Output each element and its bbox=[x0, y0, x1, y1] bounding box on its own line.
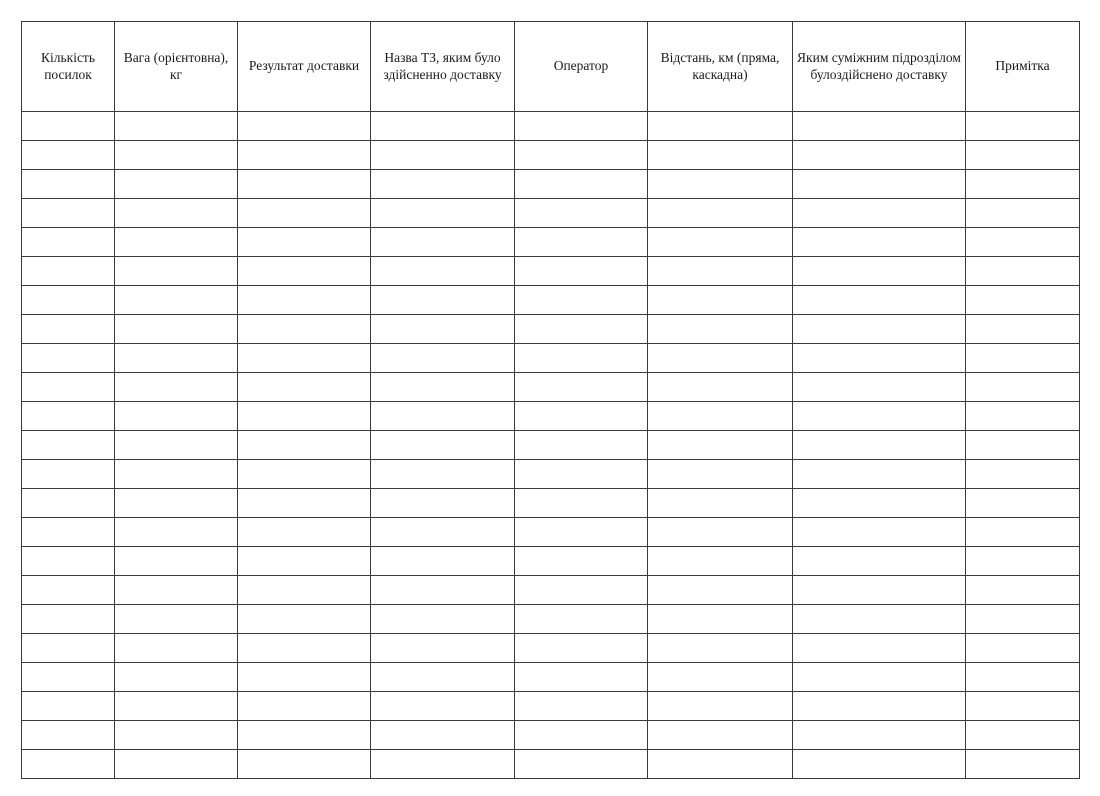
column-header-vehicle-name: Назва ТЗ, яким було здійсненно доставку bbox=[371, 22, 515, 112]
table-cell-weight[interactable] bbox=[115, 286, 238, 315]
table-cell-operator[interactable] bbox=[515, 112, 648, 141]
table-cell-result[interactable] bbox=[238, 605, 371, 634]
table-cell-operator[interactable] bbox=[515, 518, 648, 547]
table-cell-vehicle[interactable] bbox=[371, 170, 515, 199]
table-row bbox=[22, 750, 1080, 779]
table-cell-result[interactable] bbox=[238, 228, 371, 257]
table-cell-unit[interactable] bbox=[793, 605, 966, 634]
table-cell-note[interactable] bbox=[966, 315, 1080, 344]
table-cell-operator[interactable] bbox=[515, 547, 648, 576]
table-cell-result[interactable] bbox=[238, 692, 371, 721]
table-cell-weight[interactable] bbox=[115, 402, 238, 431]
table-cell-count[interactable] bbox=[22, 170, 115, 199]
table-cell-vehicle[interactable] bbox=[371, 315, 515, 344]
table-cell-vehicle[interactable] bbox=[371, 547, 515, 576]
table-cell-vehicle[interactable] bbox=[371, 141, 515, 170]
table-cell-unit[interactable] bbox=[793, 692, 966, 721]
table-cell-vehicle[interactable] bbox=[371, 402, 515, 431]
table-cell-distance[interactable] bbox=[648, 431, 793, 460]
table-cell-note[interactable] bbox=[966, 605, 1080, 634]
table-cell-operator[interactable] bbox=[515, 141, 648, 170]
column-header-distance: Відстань, км (пряма, каскадна) bbox=[648, 22, 793, 112]
table-cell-unit[interactable] bbox=[793, 373, 966, 402]
table-cell-count[interactable] bbox=[22, 489, 115, 518]
table-cell-unit[interactable] bbox=[793, 112, 966, 141]
table-cell-weight[interactable] bbox=[115, 199, 238, 228]
table-cell-count[interactable] bbox=[22, 605, 115, 634]
table-cell-count[interactable] bbox=[22, 199, 115, 228]
table-cell-note[interactable] bbox=[966, 750, 1080, 779]
table-cell-result[interactable] bbox=[238, 634, 371, 663]
table-cell-result[interactable] bbox=[238, 547, 371, 576]
table-cell-distance[interactable] bbox=[648, 344, 793, 373]
table-cell-count[interactable] bbox=[22, 373, 115, 402]
table-cell-unit[interactable] bbox=[793, 402, 966, 431]
table-cell-count[interactable] bbox=[22, 141, 115, 170]
table-cell-note[interactable] bbox=[966, 431, 1080, 460]
table-cell-weight[interactable] bbox=[115, 112, 238, 141]
table-cell-count[interactable] bbox=[22, 315, 115, 344]
table-cell-vehicle[interactable] bbox=[371, 518, 515, 547]
table-cell-distance[interactable] bbox=[648, 460, 793, 489]
table-cell-count[interactable] bbox=[22, 286, 115, 315]
table-cell-result[interactable] bbox=[238, 460, 371, 489]
table-cell-note[interactable] bbox=[966, 141, 1080, 170]
table-cell-vehicle[interactable] bbox=[371, 286, 515, 315]
table-cell-note[interactable] bbox=[966, 402, 1080, 431]
table-cell-result[interactable] bbox=[238, 518, 371, 547]
table-cell-count[interactable] bbox=[22, 547, 115, 576]
table-cell-weight[interactable] bbox=[115, 721, 238, 750]
table-cell-distance[interactable] bbox=[648, 576, 793, 605]
table-cell-result[interactable] bbox=[238, 141, 371, 170]
table-cell-weight[interactable] bbox=[115, 634, 238, 663]
table-cell-distance[interactable] bbox=[648, 112, 793, 141]
table-cell-count[interactable] bbox=[22, 344, 115, 373]
table-cell-count[interactable] bbox=[22, 634, 115, 663]
table-cell-operator[interactable] bbox=[515, 170, 648, 199]
table-body bbox=[22, 112, 1080, 779]
column-header-weight: Вага (орієнтовна), кг bbox=[115, 22, 238, 112]
table-row bbox=[22, 141, 1080, 170]
table-row bbox=[22, 344, 1080, 373]
table-row bbox=[22, 112, 1080, 141]
table-cell-count[interactable] bbox=[22, 112, 115, 141]
table-cell-weight[interactable] bbox=[115, 431, 238, 460]
table-cell-unit[interactable] bbox=[793, 634, 966, 663]
table-cell-vehicle[interactable] bbox=[371, 750, 515, 779]
table-cell-distance[interactable] bbox=[648, 750, 793, 779]
table-cell-unit[interactable] bbox=[793, 721, 966, 750]
table-row bbox=[22, 257, 1080, 286]
table-cell-note[interactable] bbox=[966, 460, 1080, 489]
table-row bbox=[22, 605, 1080, 634]
table-cell-operator[interactable] bbox=[515, 663, 648, 692]
table-cell-note[interactable] bbox=[966, 170, 1080, 199]
table-cell-weight[interactable] bbox=[115, 170, 238, 199]
table-cell-unit[interactable] bbox=[793, 663, 966, 692]
table-cell-vehicle[interactable] bbox=[371, 344, 515, 373]
table-cell-unit[interactable] bbox=[793, 228, 966, 257]
table-cell-result[interactable] bbox=[238, 112, 371, 141]
table-cell-operator[interactable] bbox=[515, 402, 648, 431]
table-cell-operator[interactable] bbox=[515, 199, 648, 228]
table-cell-unit[interactable] bbox=[793, 199, 966, 228]
table-cell-count[interactable] bbox=[22, 518, 115, 547]
table-cell-note[interactable] bbox=[966, 547, 1080, 576]
column-header-adjacent-unit: Яким суміжним підрозділом булоздійснено доставку bbox=[793, 22, 966, 112]
table-row bbox=[22, 431, 1080, 460]
table-cell-weight[interactable] bbox=[115, 576, 238, 605]
table-cell-distance[interactable] bbox=[648, 141, 793, 170]
table-row bbox=[22, 286, 1080, 315]
table-cell-weight[interactable] bbox=[115, 228, 238, 257]
table-cell-distance[interactable] bbox=[648, 489, 793, 518]
table-cell-note[interactable] bbox=[966, 257, 1080, 286]
table-cell-result[interactable] bbox=[238, 489, 371, 518]
table-row bbox=[22, 576, 1080, 605]
table-cell-operator[interactable] bbox=[515, 228, 648, 257]
table-cell-note[interactable] bbox=[966, 344, 1080, 373]
table-cell-operator[interactable] bbox=[515, 257, 648, 286]
table-cell-result[interactable] bbox=[238, 576, 371, 605]
table-cell-vehicle[interactable] bbox=[371, 634, 515, 663]
table-cell-unit[interactable] bbox=[793, 344, 966, 373]
table-cell-distance[interactable] bbox=[648, 518, 793, 547]
table-cell-operator[interactable] bbox=[515, 634, 648, 663]
table-cell-vehicle[interactable] bbox=[371, 692, 515, 721]
table-row bbox=[22, 634, 1080, 663]
table-cell-weight[interactable] bbox=[115, 692, 238, 721]
table-cell-weight[interactable] bbox=[115, 141, 238, 170]
table-row bbox=[22, 518, 1080, 547]
table-cell-weight[interactable] bbox=[115, 373, 238, 402]
table-cell-weight[interactable] bbox=[115, 460, 238, 489]
table-cell-note[interactable] bbox=[966, 634, 1080, 663]
table-cell-operator[interactable] bbox=[515, 489, 648, 518]
table-cell-unit[interactable] bbox=[793, 489, 966, 518]
table-cell-weight[interactable] bbox=[115, 257, 238, 286]
table-row bbox=[22, 460, 1080, 489]
table-cell-operator[interactable] bbox=[515, 605, 648, 634]
table-cell-vehicle[interactable] bbox=[371, 489, 515, 518]
table-cell-unit[interactable] bbox=[793, 576, 966, 605]
table-cell-vehicle[interactable] bbox=[371, 112, 515, 141]
table-cell-vehicle[interactable] bbox=[371, 431, 515, 460]
table-cell-distance[interactable] bbox=[648, 692, 793, 721]
table-cell-vehicle[interactable] bbox=[371, 373, 515, 402]
table-cell-unit[interactable] bbox=[793, 547, 966, 576]
table-cell-weight[interactable] bbox=[115, 518, 238, 547]
table-row bbox=[22, 547, 1080, 576]
table-cell-unit[interactable] bbox=[793, 460, 966, 489]
table-cell-count[interactable] bbox=[22, 431, 115, 460]
table-cell-distance[interactable] bbox=[648, 373, 793, 402]
table-cell-vehicle[interactable] bbox=[371, 460, 515, 489]
table-cell-distance[interactable] bbox=[648, 721, 793, 750]
table-cell-unit[interactable] bbox=[793, 257, 966, 286]
table-cell-note[interactable] bbox=[966, 112, 1080, 141]
table-cell-result[interactable] bbox=[238, 286, 371, 315]
table-cell-distance[interactable] bbox=[648, 170, 793, 199]
table-cell-note[interactable] bbox=[966, 721, 1080, 750]
table-cell-unit[interactable] bbox=[793, 286, 966, 315]
table-cell-distance[interactable] bbox=[648, 634, 793, 663]
table-cell-result[interactable] bbox=[238, 402, 371, 431]
table-cell-result[interactable] bbox=[238, 663, 371, 692]
table-row bbox=[22, 228, 1080, 257]
table-cell-count[interactable] bbox=[22, 721, 115, 750]
table-cell-distance[interactable] bbox=[648, 199, 793, 228]
table-cell-result[interactable] bbox=[238, 170, 371, 199]
table-cell-count[interactable] bbox=[22, 402, 115, 431]
table-cell-vehicle[interactable] bbox=[371, 721, 515, 750]
table-cell-unit[interactable] bbox=[793, 518, 966, 547]
table-cell-operator[interactable] bbox=[515, 373, 648, 402]
table-cell-distance[interactable] bbox=[648, 605, 793, 634]
table-row bbox=[22, 315, 1080, 344]
table-cell-weight[interactable] bbox=[115, 547, 238, 576]
table-cell-distance[interactable] bbox=[648, 315, 793, 344]
table-row bbox=[22, 692, 1080, 721]
table-cell-unit[interactable] bbox=[793, 170, 966, 199]
delivery-log-table bbox=[21, 21, 1080, 779]
table-cell-note[interactable] bbox=[966, 228, 1080, 257]
table-cell-count[interactable] bbox=[22, 460, 115, 489]
table-cell-result[interactable] bbox=[238, 315, 371, 344]
table-cell-count[interactable] bbox=[22, 663, 115, 692]
table-cell-distance[interactable] bbox=[648, 547, 793, 576]
table-cell-note[interactable] bbox=[966, 489, 1080, 518]
table-cell-distance[interactable] bbox=[648, 257, 793, 286]
column-header-parcel-count: Кількість посилок bbox=[22, 22, 115, 112]
table-cell-count[interactable] bbox=[22, 576, 115, 605]
table-row bbox=[22, 663, 1080, 692]
header-row bbox=[22, 22, 1080, 112]
table-cell-weight[interactable] bbox=[115, 344, 238, 373]
table-cell-unit[interactable] bbox=[793, 431, 966, 460]
delivery-log-sheet bbox=[21, 21, 1079, 775]
table-cell-operator[interactable] bbox=[515, 692, 648, 721]
table-cell-vehicle[interactable] bbox=[371, 199, 515, 228]
column-header-operator: Оператор bbox=[515, 22, 648, 112]
table-cell-count[interactable] bbox=[22, 257, 115, 286]
table-cell-result[interactable] bbox=[238, 431, 371, 460]
table-cell-operator[interactable] bbox=[515, 460, 648, 489]
table-cell-unit[interactable] bbox=[793, 141, 966, 170]
table-row bbox=[22, 199, 1080, 228]
table-cell-weight[interactable] bbox=[115, 489, 238, 518]
table-cell-distance[interactable] bbox=[648, 402, 793, 431]
table-cell-weight[interactable] bbox=[115, 663, 238, 692]
table-cell-count[interactable] bbox=[22, 750, 115, 779]
table-cell-vehicle[interactable] bbox=[371, 257, 515, 286]
table-cell-weight[interactable] bbox=[115, 750, 238, 779]
table-cell-operator[interactable] bbox=[515, 576, 648, 605]
table-cell-weight[interactable] bbox=[115, 315, 238, 344]
table-cell-unit[interactable] bbox=[793, 315, 966, 344]
table-cell-note[interactable] bbox=[966, 576, 1080, 605]
table-cell-count[interactable] bbox=[22, 692, 115, 721]
column-header-note: Примітка bbox=[966, 22, 1080, 112]
table-cell-distance[interactable] bbox=[648, 663, 793, 692]
column-header-delivery-result: Результат доставки bbox=[238, 22, 371, 112]
table-cell-result[interactable] bbox=[238, 750, 371, 779]
table-cell-result[interactable] bbox=[238, 373, 371, 402]
table-row bbox=[22, 170, 1080, 199]
table-cell-operator[interactable] bbox=[515, 315, 648, 344]
table-cell-note[interactable] bbox=[966, 663, 1080, 692]
table-cell-weight[interactable] bbox=[115, 605, 238, 634]
table-cell-distance[interactable] bbox=[648, 286, 793, 315]
table-cell-note[interactable] bbox=[966, 199, 1080, 228]
table-cell-operator[interactable] bbox=[515, 344, 648, 373]
table-cell-operator[interactable] bbox=[515, 750, 648, 779]
table-cell-distance[interactable] bbox=[648, 228, 793, 257]
table-cell-count[interactable] bbox=[22, 228, 115, 257]
table-cell-note[interactable] bbox=[966, 373, 1080, 402]
table-cell-result[interactable] bbox=[238, 344, 371, 373]
table-row bbox=[22, 721, 1080, 750]
table-cell-vehicle[interactable] bbox=[371, 663, 515, 692]
table-cell-note[interactable] bbox=[966, 518, 1080, 547]
table-cell-operator[interactable] bbox=[515, 721, 648, 750]
table-cell-result[interactable] bbox=[238, 721, 371, 750]
table-cell-vehicle[interactable] bbox=[371, 576, 515, 605]
table-cell-vehicle[interactable] bbox=[371, 605, 515, 634]
table-cell-note[interactable] bbox=[966, 692, 1080, 721]
table-cell-vehicle[interactable] bbox=[371, 228, 515, 257]
table-row bbox=[22, 402, 1080, 431]
table-cell-result[interactable] bbox=[238, 257, 371, 286]
table-cell-operator[interactable] bbox=[515, 431, 648, 460]
table-cell-result[interactable] bbox=[238, 199, 371, 228]
table-cell-note[interactable] bbox=[966, 286, 1080, 315]
table-row bbox=[22, 373, 1080, 402]
table-cell-operator[interactable] bbox=[515, 286, 648, 315]
table-cell-unit[interactable] bbox=[793, 750, 966, 779]
table-row bbox=[22, 489, 1080, 518]
